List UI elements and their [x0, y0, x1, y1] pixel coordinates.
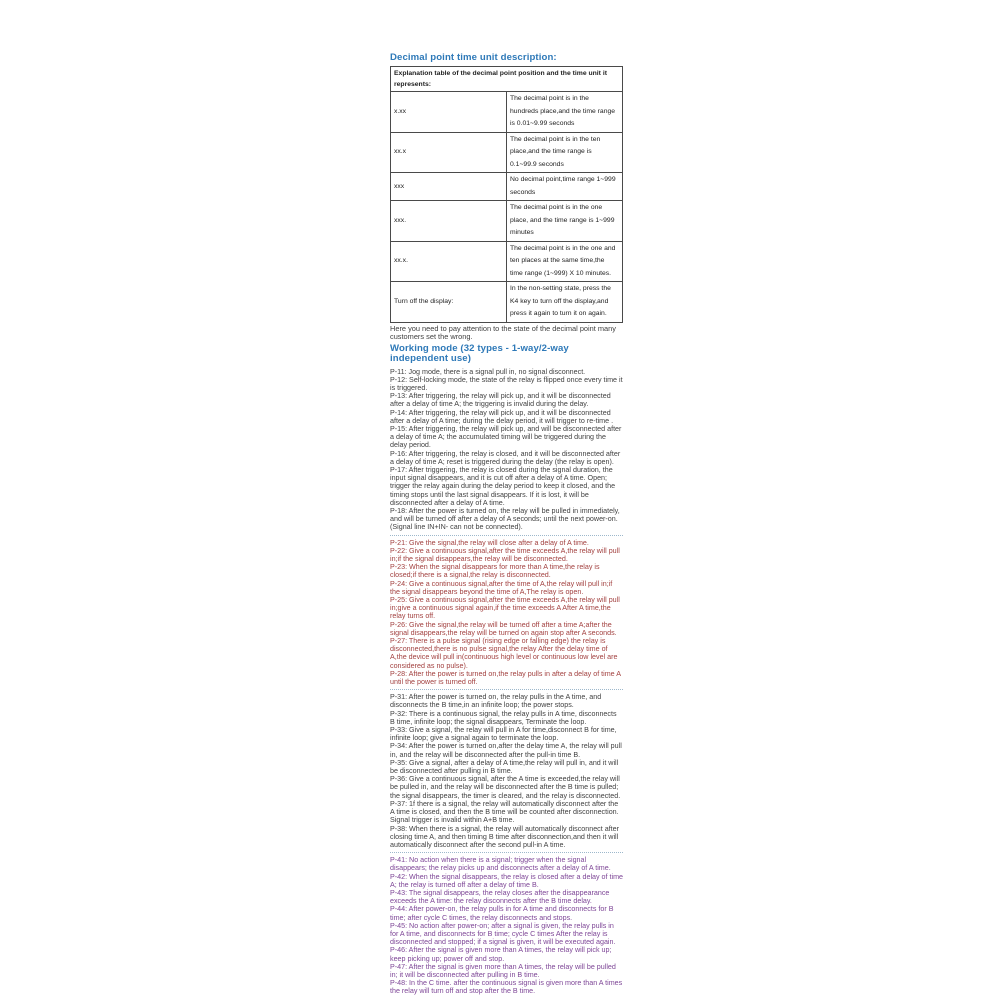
mode-item: P-24: Give a continuous signal,after the time of A,the relay will pull in;if the signal disappears beyond the time of A,The relay is open. — [390, 579, 613, 596]
decimal-pattern-cell: xx.x — [391, 132, 507, 173]
decimal-pattern-cell: xxx. — [391, 201, 507, 242]
mode-sections — [390, 368, 623, 996]
mode-item: P-12: Self-locking mode, the state of the relay is flipped once every time it is triggered. — [390, 375, 623, 392]
decimal-attention-note: Here you need to pay attention to the state of the decimal point many customers set the wrong. — [390, 323, 616, 342]
content-column — [390, 53, 623, 996]
mode-item: P-47: After the signal is given more than A times, the relay will be pulled in; it will be disconnected after pulling in B time. — [390, 962, 616, 979]
decimal-description-cell: The decimal point is in the one place, and the time range is 1~999 minutes — [507, 201, 623, 242]
decimal-pattern-cell: x.xx — [391, 92, 507, 133]
working-mode-heading: Working mode (32 types - 1-way/2-way independent use) — [390, 342, 569, 365]
decimal-pattern-cell: Turn off the display: — [391, 282, 507, 323]
mode-item: P-11: Jog mode, there is a signal pull in, no signal disconnect. — [390, 367, 586, 376]
mode-item: P-13: After triggering, the relay will pick up, and it will be disconnected after a delay of time A; the triggering is invalid during the delay. — [390, 392, 611, 409]
table-header-cell: Explanation table of the decimal point position and the time unit it represents: — [391, 67, 623, 92]
mode-item: P-27: There is a pulse signal (rising edge or falling edge) the relay is disconnected,there is no pulse signal,the relay After the delay time of A,the device will pull in(continuous high level or continuous low level are considered as no pulse). — [390, 637, 618, 670]
mode-item: P-34: After the power is turned on,after the delay time A, the relay will pull in, and the relay will be disconnected after the pull-in time B. — [390, 742, 622, 759]
decimal-description-cell: No decimal point,time range 1~999 seconds — [507, 173, 623, 201]
mode-item: P-21: Give the signal,the relay will close after a delay of A time. — [390, 538, 589, 547]
mode-item: P-18: After the power is turned on, the relay will be pulled in immediately, and will be turned off after a delay of A seconds; until the next power-on. (Signal line IN+IN- can not be connected). — [390, 506, 620, 532]
mode-item: P-43: The signal disappears, the relay closes after the disappearance exceeds the A time: the relay disconnects after the B time delay. — [390, 888, 610, 906]
mode-item: P-23: When the signal disappears for more than A time,the relay is closed;if there is a signal,the relay is disconnected. — [390, 563, 600, 580]
mode-item: P-15: After triggering, the relay will pick up, and will be disconnected after a delay of time A; the accumulated timing will be triggered during the delay period. — [390, 424, 622, 450]
decimal-point-table — [390, 66, 623, 323]
mode-item: P-38: When there is a signal, the relay will automatically disconnect after closing time A, and then timing B time after disconnection,and then it will automatically disconnect after the second pull-in A time. — [390, 824, 620, 849]
mode-item: P-48: In the C time. after the continuous signal is given more than A times the relay will turn off and stop after the B time. — [390, 979, 623, 996]
table-header-row — [391, 67, 623, 92]
decimal-description-cell: In the non-setting state, press the K4 key to turn off the display,and press it again to turn it on again. — [507, 282, 623, 323]
modes-p41-p48 — [390, 852, 623, 995]
mode-item: P-16: After triggering, the relay is closed, and it will be disconnected after a delay of time A; reset is triggered during the delay (the relay is open). — [390, 449, 621, 466]
mode-item: P-35: Give a signal, after a delay of A time,the relay will pull in, and it will be disconnected after pulling in B time. — [390, 758, 619, 776]
mode-item: P-28: After the power is turned on,the relay pulls in after a delay of time A until the power is turned off. — [390, 669, 621, 687]
decimal-description-cell: The decimal point is in the ten place,and the time range is 0.1~99.9 seconds — [507, 132, 623, 173]
mode-item: P-17: After triggering, the relay is closed during the signal duration, the input signal disappears, and it is cut off after a delay of A time. Open; trigger the relay again during the delay period to keep it closed, and the timing stops until the last signal disappears. If it is lost, it will be disconnected after a delay of A time. — [390, 465, 616, 507]
decimal-point-heading: Decimal point time unit description: — [390, 52, 557, 63]
decimal-table-row — [391, 132, 623, 173]
decimal-table-row — [391, 173, 623, 201]
decimal-description-cell: The decimal point is in the one and ten places at the same time,the time range (1~999) X 10 minutes. — [507, 241, 623, 282]
decimal-table-row — [391, 92, 623, 133]
decimal-table-row — [391, 201, 623, 242]
decimal-table-row — [391, 241, 623, 282]
mode-item: P-32: There is a continuous signal, the relay pulls in A time, disconnects B time, infinite loop; the signal disappears, Terminate the loop. — [390, 709, 617, 726]
decimal-table-body — [391, 92, 623, 323]
mode-item: P-42: When the signal disappears, the relay is closed after a delay of time A; the relay is turned off after a delay of time B. — [390, 872, 623, 889]
decimal-pattern-cell: xxx — [391, 173, 507, 201]
mode-item: P-36: Give a continuous signal, after the A time is exceeded,the relay will be pulled in, and the relay will be disconnected after the B time is pulled; the signal disappears, the timer is cleared, and the relay is disconnected. — [390, 775, 621, 800]
mode-item: P-25: Give a continuous signal,after the time exceeds A,the relay will pull in;give a continuous signal again,if the time exceeds A After A time,the relay turns off. — [390, 596, 620, 621]
mode-item: P-14: After triggering, the relay will pick up, and it will be disconnected after a delay of A time; during the delay period, it will trigger to re-time . — [390, 408, 614, 425]
modes-p11-p18 — [390, 368, 623, 532]
decimal-description-cell: The decimal point is in the hundreds place,and the time range is 0.01~9.99 seconds — [507, 92, 623, 133]
mode-item: P-31: After the power is turned on, the relay pulls in the A time, and disconnects the B time,in an infinite loop; the power stops. — [390, 693, 602, 710]
mode-item: P-26: Give the signal,the relay will be turned off after a time A;after the signal disappears,the relay will be turned on again stop after A seconds. — [390, 620, 617, 637]
modes-p31-p38 — [390, 689, 623, 849]
decimal-table-row — [391, 282, 623, 323]
modes-p21-p28 — [390, 535, 623, 687]
mode-item: P-41: No action when there is a signal; trigger when the signal disappears; the relay picks up and disconnects after a delay of A time. — [390, 856, 611, 873]
mode-item: P-46: After the signal is given more than A times, the relay will pick up; keep picking up; power off and stop. — [390, 946, 612, 963]
mode-item: P-45: No action after power-on; after a signal is given, the relay pulls in for A time, and disconnects for B time; cycle C times After the relay is disconnected and stopped; if a signal is given, it will be executed again. — [390, 921, 616, 947]
mode-item: P-22: Give a continuous signal,after the time exceeds A,the relay will pull in;if the signal disappears,the relay will be disconnected. — [390, 546, 620, 563]
mode-item: P-37: 1f there is a signal, the relay will automatically disconnect after the A time is closed, and then the B time will be counted after disconnection. Signal trigger is invalid within A+B time. — [390, 799, 619, 825]
mode-item: P-44: After power-on, the relay pulls in for A time and disconnects for B time; after cycle C times, the relay disconnects and stops. — [390, 905, 614, 922]
decimal-pattern-cell: xx.x. — [391, 241, 507, 282]
mode-item: P-33: Give a signal, the relay will pull in A for time,disconnect B for time, infinite loop; give a signal again to terminate the loop. — [390, 726, 617, 743]
